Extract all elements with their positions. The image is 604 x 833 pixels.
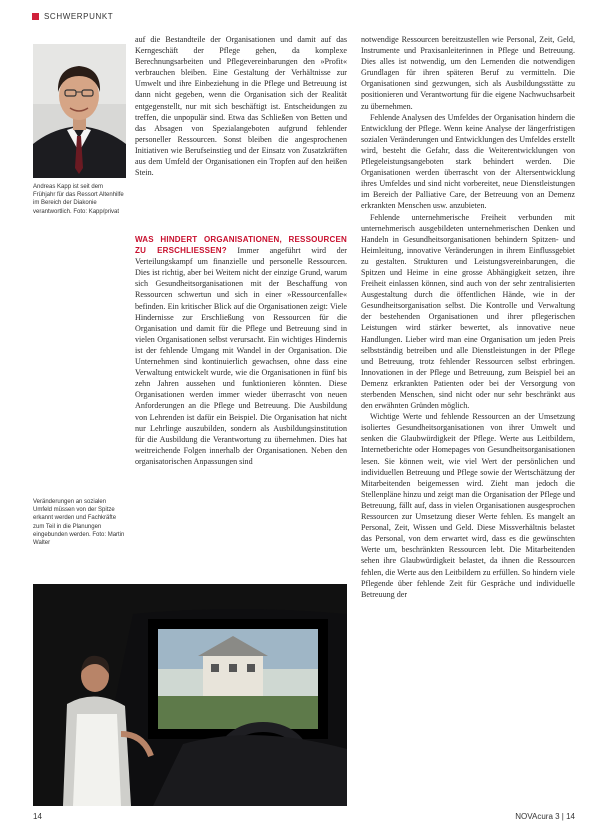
body-paragraph: Fehlende unternehmerische Freiheit verbunden mit unternehmerisch ausgebildeten unternehmerischen Denken und Handeln in Gesundheitsorganisationen behindern Spitzen- und Heimleitung, innovative Veränderungen in ihrem Einflussgebiet zu gestalten. Strukturen und Leistungsvereinbarungen, die Spitzen und Heime in eine grosse Abhängigkeit setzen, ihre Freiheit einlassen können, sind auch von der sehr zentralisierten Ausgestaltung durch die öffentlichen Hände, wie in der Gesundheitsorganisation selbst. Die Kontrolle und Verwaltung der bestehenden Organisationen und ihrer pflegerischen Leistungen wird stärker bewertet, als innovative neue Handlungen. Lieber wird man eine Organisation um jeden Preis selbstständig betreiben und alle Dienstleistungen in der Pflege und Betreuung, trotz fehlender Ressourcen selbst erbringen. Innovationen in der Pflege und Betreuung, zum Beispiel bei an Demenz erkrankten Patienten oder bei der Versorgung von sterbenden Menschen, sind nicht oder nur sehr beschränkt aus den erwähnten Gründen möglich.	[361, 212, 575, 411]
section-label: SCHWERPUNKT	[44, 12, 114, 21]
column-left-top	[135, 34, 347, 178]
body-paragraph: WAS HINDERT ORGANISATIONEN, RESSOURCEN ZU ERSCHLIESSEN? Immer angeführt wird der Verteilungskampf um finanzielle und personelle Ressourcen. Dies ist richtig, aber bei Weitem nicht der einzige Grund, warum sich Gesundheitsorganisationen mit der Beschaffung von Ressourcen schwertun und sich in einer »Ressourcenfalle« befinden. Ein kritischer Blick auf die Organisationen zeigt: Viele Hindernisse zur Erschließung von Ressourcen für die Organisation und damit für die Pflege und Betreuung sind in vielen Organisationen selbst verursacht. Ein wichtiges Hindernis ist der fehlende Umgang mit Wandel in der Organisation. Die Unternehmen sind kontinuierlich gewachsen, ohne dass eine Verwaltung entwickelt wurde, wie die Organisationen in fünf bis zehn Jahren aussehen und funktionieren könnten. Diese Organisationen werden immer wieder überrascht von neuen Anforderungen an die Pflege und Betreuung. Die Ausbildung von Lehrenden ist dafür ein Beispiel. Die Organisation hat nicht nur Lehrlinge auszubilden, sondern als Ausbildungsinstitution für die Ausbildung die Verantwortung zu übernehmen. Dies hat weitreichende Folgen innerhalb der Organisationen. Neben den organisatorischen Anpassungen sind	[135, 235, 347, 466]
page-number-right: NOVAcura 3 | 14	[515, 812, 575, 821]
column-left-bottom	[135, 234, 347, 467]
photo-caption: Veränderungen an sozialen Umfeld müssen von der Spitze erkannt werden und Fachkräfte zum Teil in die Planungen eingebunden werden. Foto: Martin Walter	[33, 499, 125, 547]
author-portrait	[33, 44, 126, 178]
body-paragraph: auf die Bestandteile der Organisationen und damit auf das Kerngeschäft der Pflege gehen, da komplexe Berechnungsarbeiten und Pflegevereinbarungen den »Profit« verbrauchen bleiben. Eine Gestaltung der Verhältnisse zur Umwelt und ihre Einbeziehung in die Pflege und Betreuung ist dann nicht gegeben, wenn die Organisation sich der Realität entgegenstellt, nur mit sich beschäftigt ist. Entscheidungen zu treffen, die unpopulär sind. Etwa das Schließen von Betten und das Absagen von Spezialangeboten aufgrund fehlender personeller Ressourcen. Sonst bleiben die angesprochenen Initiativen wie Berufseinstieg und der Einsatz von Zusatzkräften aus dem Umfeld der Organisationen ein Tropfen auf den heißen Stein.	[135, 35, 347, 178]
body-paragraph: notwendige Ressourcen bereitzustellen wie Personal, Zeit, Geld, Instrumente und Praxisanleiterinnen in Pflege und Betreuung. Dies alles ist notwendig, um den Lernenden die notwendigen Grundlagen für ihren späteren Beruf zu vermitteln. Die Organisationen sind gezwungen, sich als Ausbildungsstätte zu positionieren und Verantwortung für die eigene Nachwuchsarbeit zu übernehmen.	[361, 35, 575, 111]
car-interior-photo	[33, 584, 347, 806]
section-marker	[32, 13, 39, 20]
portrait-caption: Andreas Kapp ist seit dem Frühjahr für das Ressort Altenhilfe im Bereich der Diakonie verantwortlich. Foto: Kapp/privat	[33, 184, 124, 215]
section-heading: WAS HINDERT ORGANISATIONEN, RESSOURCEN ZU ERSCHLIESSEN?	[135, 235, 347, 256]
body-paragraph: Wichtige Werte und fehlende Ressourcen an der Umsetzung isoliertes Gesundheitsorganisationen von ihrer Umwelt und senken die Glaubwürdigkeit der Pflege. Werte aus Leitbildern, Internetberichte oder Homepages von Gesundheitsorganisationen lesen. Sie können weit, wie viel Wert der persönlichen und individuellen Betreuung und Pflege sowie der Wertschätzung der Mitarbeitenden beigemessen wird. Zieht man jedoch die Stellenpläne hinzu und zeigt man die Organisation der Pflege und Betreuung, fällt auf, dass in vielen Organisationen ausgesprochen Ressourcen zur Umsetzung dieser Werte fehlen. Es mangelt an Personal, Zeit, Wissen und Geld. Diese Missverhältnis belastet das Personal, von dem erwartet wird, dass es die gewünschten Werte um, beschränkten Ressourcen lebt. Die Mitarbeitenden sehen ihre Glaubwürdigkeit belastet, da ihnen die Ressourcen fehlen, die Werte aus den Leitbildern zu erfüllen. So hindern viele Pflegende über fehlende Zeit für Gespräche und individuelle Betreuung der	[361, 412, 575, 599]
page-number-left: 14	[33, 812, 42, 821]
section-kicker	[32, 12, 113, 21]
column-right	[361, 34, 575, 600]
body-paragraph: Fehlende Analysen des Umfeldes der Organisation hindern die Entwicklung der Pflege. Wenn keine Analyse der längerfristigen sozialen Veränderungen und Entwicklungen des Umfeldes erstellt wird, besteht die Gefahr, dass die Weiterentwicklungen von Pflegeleistungsangeboten stark behindert werden. Die Organisationen werden überrascht von der Altersentwicklung ihres Umfeldes und sind nicht vorbereitet, neue Dienstleistungen im Bereich der Palliative Care, der Betreuung von an Demenz erkrankten Menschen usw. anzubieten.	[361, 112, 575, 211]
